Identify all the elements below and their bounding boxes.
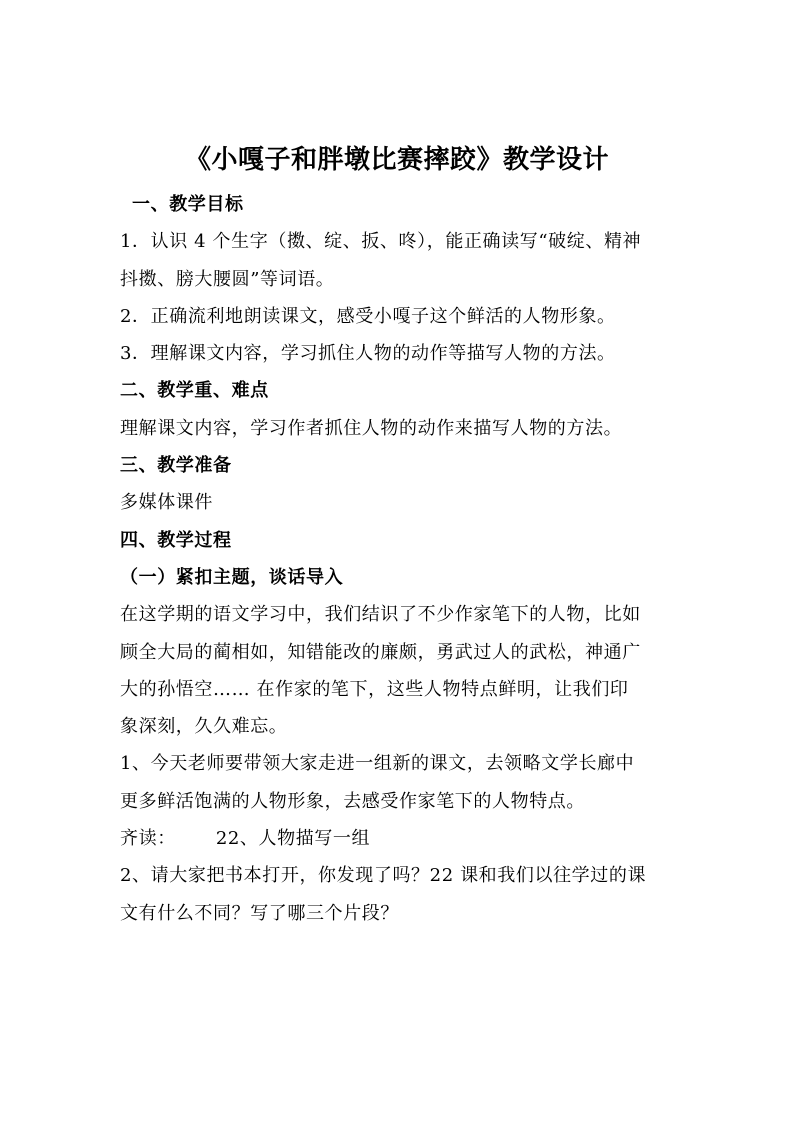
process-subheading: （一）紧扣主题，谈话导入 [120,566,344,588]
objective-3: 3．理解课文内容，学习抓住人物的动作等描写人物的方法。 [120,343,616,365]
preparation-text: 多媒体课件 [120,492,213,514]
document-body [120,186,682,932]
intro-paragraph-line-4: 象深刻，久久难忘。 [120,716,288,738]
objective-2: 2．正确流利地朗读课文，感受小嘎子这个鲜活的人物形象。 [120,305,616,327]
objective-1-line-2: 抖擞、膀大腰圆”等词语。 [120,268,335,290]
intro-paragraph-line-2: 顾全大局的蔺相如，知错能改的廉颇，勇武过人的武松，神通广 [120,641,641,663]
read-aloud-label: 齐读： [120,828,176,850]
section-heading-key-points: 二、教学重、难点 [120,380,269,402]
document-title: 《小嘎子和胖墩比赛摔跤》教学设计 [184,145,609,175]
point-1-line-2: 更多鲜活饱满的人物形象，去感受作家笔下的人物特点。 [120,790,585,812]
section-heading-preparation: 三、教学准备 [120,455,232,477]
section-heading-process: 四、教学过程 [120,529,232,551]
intro-paragraph-line-3: 大的孙悟空…… 在作家的笔下，这些人物特点鲜明，让我们印 [120,678,629,700]
read-aloud-text: 22、人物描写一组 [215,828,371,850]
objective-1-line-1: 1．认识 4 个生字（擞、绽、扳、咚），能正确读写“破绽、精神 [120,231,642,253]
read-aloud-line [120,820,682,857]
intro-paragraph-line-1: 在这学期的语文学习中，我们结识了不少作家笔下的人物，比如 [120,604,641,626]
section-heading-objectives: 一、教学目标 [132,194,244,215]
key-points-text: 理解课文内容，学习作者抓住人物的动作来描写人物的方法。 [120,417,623,439]
point-1-line-1: 1、今天老师要带领大家走进一组新的课文，去领略文学长廊中 [120,753,635,775]
point-2-line-1: 2、请大家把书本打开，你发现了吗？22 课和我们以往学过的课 [120,865,647,887]
point-2-line-2: 文有什么不同？写了哪三个片段？ [120,902,399,924]
